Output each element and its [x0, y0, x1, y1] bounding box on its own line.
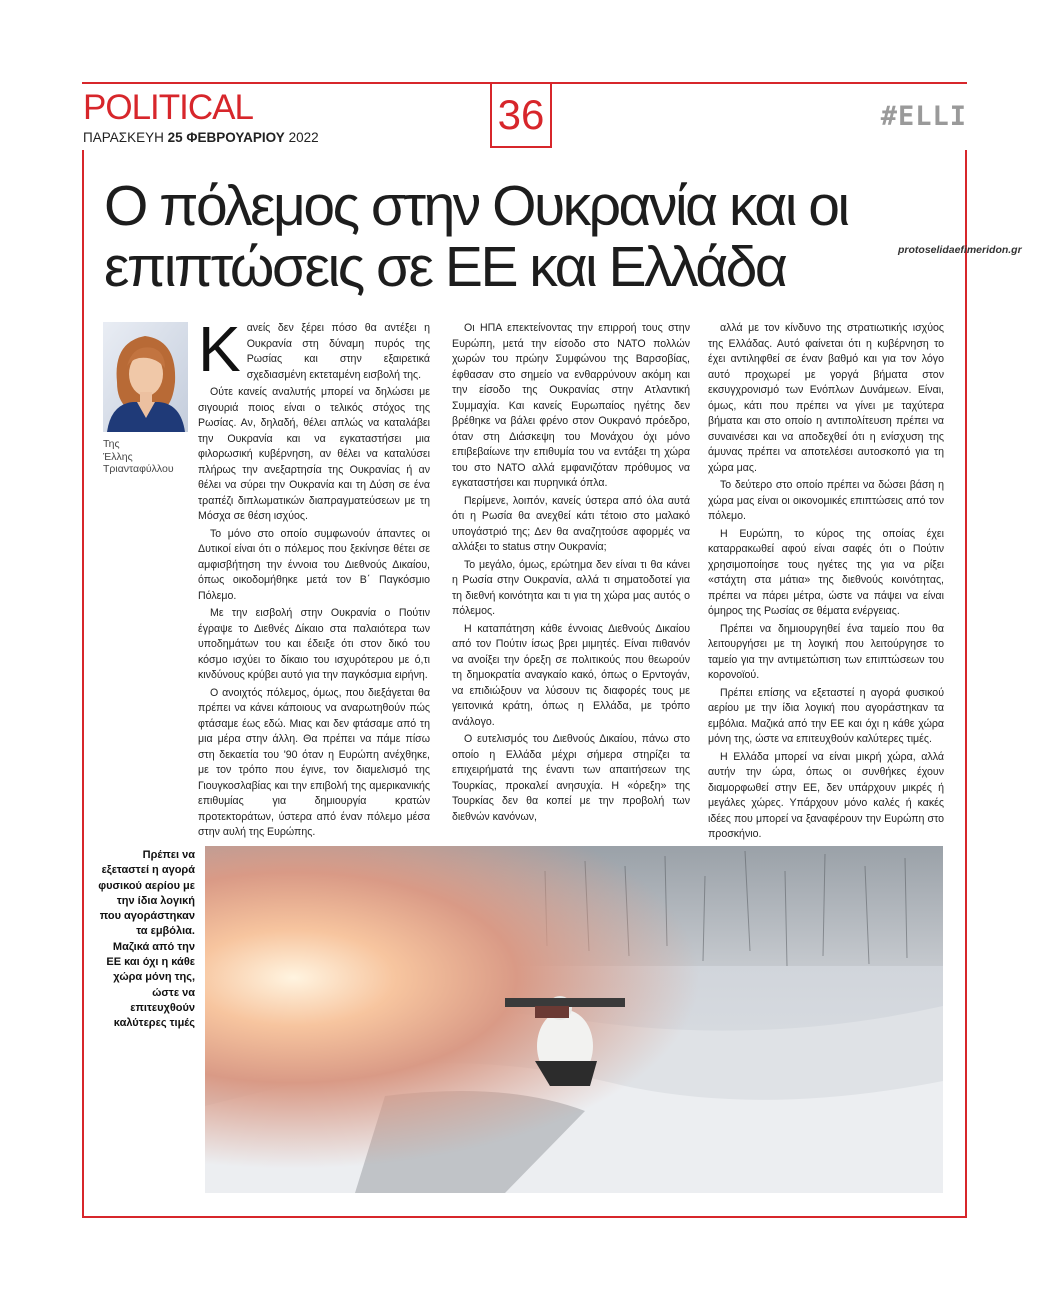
author-prefix: Της — [103, 438, 120, 450]
article-paragraph: Το μόνο στο οποίο συμφωνούν άπαντες οι Δυτικοί είναι ότι ο πόλεμος που ξεκίνησε θέτει σε αμφισβήτηση την έννοια του Διεθνούς Δικαίου, όπως οικοδομήθηκε μετά τον Β΄ Παγκόσμιο Πόλεμο. — [198, 527, 430, 602]
article-paragraph: Περίμενε, λοιπόν, κανείς ύστερα από όλα αυτά ότι η Ρωσία θα ανεχθεί κάτι τέτοιο στο μαλακό υπογάστριό της; Δεν θα αναζητούσε αφορμές να αλλάξει το status στην Ουκρανία; — [452, 494, 690, 553]
drop-cap: Κ — [198, 313, 241, 385]
author-first-name: Έλλης — [103, 450, 133, 463]
article-column-1 — [198, 313, 430, 841]
article-paragraph: Το δεύτερο στο οποίο πρέπει να δώσει βάση η χώρα μας είναι οι οικονομικές επιπτώσεις από τον πόλεμο. — [708, 479, 944, 522]
source-watermark: protoselidaefimeridon.gr — [898, 244, 1022, 256]
article-paragraph: αλλά με τον κίνδυνο της στρατιωτικής ισχύος της Ελλάδας. Αυτό φαίνεται ότι η κυβέρνηση το έχει αντιληφθεί σε έναν βαθμό και για τον λόγο αυτό προχωρεί με γοργά βήματα στον εκσυγχρονισμό των Ενόπλων Δυνάμεων. Είναι, όμως, κάτι που πρέπει να γίνει με ταχύτερα βήματα και στο οποίο η αντιπολίτευση πρέπει να συναινέσει και να αποδεχθεί ότι η ενίσχυση της άμυνας πρέπει να αποτελέσει αυτοσκοπό για τη χώρα μας. — [708, 322, 944, 474]
brand-tag: #ELLI — [880, 101, 967, 132]
article-paragraph: Το μεγάλο, όμως, ερώτημα δεν είναι τι θα κάνει η Ρωσία στην Ουκρανία, αλλά τι σηματοδοτεί για τη διεθνή κοινότητα και τι για τη χώρα μας αυτός ο πόλεμος. — [452, 558, 690, 617]
author-last-name: Τριανταφύλλου — [103, 463, 174, 475]
frame-right-rule — [965, 150, 967, 1218]
date-day: ΠΑΡΑΣΚΕΥΗ — [83, 130, 164, 145]
date-main: 25 ΦΕΒΡΟΥΑΡΙΟΥ — [167, 130, 285, 145]
frame-left-rule — [82, 150, 84, 1218]
author-byline — [103, 438, 193, 476]
pull-quote: Πρέπει να εξεταστεί η αγορά φυσικού αερίου με την ίδια λογική που αγοράστηκαν τα εμβόλια. Μαζικά από την ΕΕ και όχι η κάθε χώρα μόνη της, ώστε να επιτευχθούν καλύτερες τιμές — [98, 849, 195, 1030]
article-paragraph: Ο ευτελισμός του Διεθνούς Δικαίου, πάνω στο οποίο η Ελλάδα μέχρι σήμερα στηρίζει τα επιχειρήματά της έναντι των απαιτήσεων της Τουρκίας, προκαλεί ανησυχία. Η «όρεξη» της Τουρκίας δεν θα κοπεί με την προβολή των διεθνών κανόνων, — [452, 733, 690, 823]
page-number: 36 — [490, 84, 552, 148]
article-paragraph: Κανείς δεν ξέρει πόσο θα αντέξει η Ουκρανία στη δύναμη πυρός της Ρωσίας και στην εξαιρετικά σχεδιασμένη εκτεταμένη εισβολή της. — [198, 313, 430, 385]
article-paragraph: Η καταπάτηση κάθε έννοιας Διεθνούς Δικαίου από τον Πούτιν ίσως βρει μιμητές. Είναι πιθανόν να ανοίξει την όρεξη σε πολιτικούς που θεωρούν τη δημοκρατία αναγκαίο κακό, όπως ο Ερντογάν, να επιδιώξουν να λύσουν τις διαφορές τους με γειτονικά κράτη, όπως η Ελλάδα, με τρόπο ανάλογο. — [452, 622, 690, 728]
article-photo — [205, 846, 943, 1193]
article-paragraph: Με την εισβολή στην Ουκρανία ο Πούτιν έγραψε το Διεθνές Δίκαιο στα παλαιότερα των υποδημάτων του και έδειξε ότι στον δικό του κόσμο ισχύει το δίκαιο του ισχυρότερου με ό,τι κινδύνους κρύβει αυτό για την παγκόσμια ειρήνη. — [198, 607, 430, 681]
frame-bottom-rule — [82, 1216, 967, 1218]
article-paragraph: Πρέπει επίσης να εξεταστεί η αγορά φυσικού αερίου με την ίδια λογική που αγοράστηκαν τα εμβόλια. Μαζικά από την ΕΕ και όχι η κάθε χώρα μόνη της, ώστε να επιτευχθούν καλύτερες τιμές. — [708, 686, 944, 745]
author-photo — [103, 322, 188, 432]
headline: Ο πόλεμος στην Ουκρανία και οι επιπτώσεις σε ΕΕ και Ελλάδα — [104, 174, 848, 299]
date-year: 2022 — [288, 130, 319, 145]
article-column-3 — [708, 321, 944, 843]
article-paragraph: Ούτε κανείς αναλυτής μπορεί να δηλώσει με σιγουριά ποιος είναι ο τελικός στόχος της Ρωσίας. Αν, δηλαδή, θέλει απλώς να καταλάβει την Ουκρανία και να εγκαταστήσει μια φιλορωσική κυβέρνηση, αν θέλει να καταλύσει πλήρως την ανεξαρτησία της Ουκρανίας ή αν θέλει να σύρει την Ουκρανία και τη Δύση σε ένα τραπέζι διπλωματικών διαπραγματεύσεων με τη Μόσχα σε θέση ισχύος. — [198, 386, 430, 522]
issue-date — [83, 130, 319, 146]
article-paragraph: Η Ελλάδα μπορεί να είναι μικρή χώρα, αλλά αυτήν την ώρα, όπως οι συνθήκες έχουν διαμορφωθεί στην ΕΕ, δεν υπάρχουν μικρές ή μεγάλες χώρες. Υπάρχουν μόνο καλές ή κακές ιδέες που μπορεί να ξαναφέρουν την Ευρώπη στο προσκήνιο. — [708, 750, 944, 840]
article-paragraph: Η Ευρώπη, το κύρος της οποίας έχει καταρρακωθεί αφού είναι σαφές ότι ο Πούτιν χρησιμοποίησε τους ηγέτες της για να ρίξει «στάχτη στα μάτια» της διεθνούς κοινότητας, πρέπει να πάρει μέτρα, ώστε να πάψει να είναι όμηρος της Ρωσίας σε θέματα ενέργειας. — [708, 527, 944, 617]
article-paragraph: Ο ανοιχτός πόλεμος, όμως, που διεξάγεται θα πρέπει να κάνει κάποιους να αναρωτηθούν πώς φτάσαμε έως εδώ. Μιας και δεν φτάσαμε από τη μια μέρα στην άλλη. Θα πρέπει να πάμε πίσω στη δεκαετία του '90 όταν η Ευρώπη ανέχθηκε, με τον τρόπο που έγινε, τον διαμελισμό της Γιουγκοσλαβίας και την επιβολή της αμερικανικής επιθυμίας για δημιουργία κρατών προτεκτοράτων, ύστερα από έναν πόλεμο μέσα στην αυλή της Ευρώπης. — [198, 686, 430, 838]
article-paragraph: Οι ΗΠΑ επεκτείνοντας την επιρροή τους στην Ευρώπη, μετά την είσοδο στο ΝΑΤΟ πολλών χωρών του πρώην Συμφώνου της Βαρσοβίας, έφθασαν στο σημείο να ενθαρρύνουν ακόμη και την είσοδο της Ουκρανίας στην Ατλαντική Συμμαχία. Και κανείς Ευρωπαίος ηγέτης δεν βρέθηκε να βάλει φρένο στον Ουκρανό πρόεδρο, όταν στη Διάσκεψη του Μονάχου όχι μόνο επιβεβαίωνε την επιθυμία του να εντάξει τη χώρα του στο ΝΑΤΟ αλλά εμφανιζόταν πρόθυμος να εγκαταστήσει και πυρηνικά όπλα. — [452, 322, 690, 489]
article-column-2 — [452, 321, 690, 825]
article-paragraph: Πρέπει να δημιουργηθεί ένα ταμείο που θα λειτουργήσει με τη λογική που λειτούργησε το ταμείο για την αντιμετώπιση των επιπτώσεων του κορονοϊού. — [708, 622, 944, 681]
section-title: POLITICAL — [83, 88, 253, 127]
